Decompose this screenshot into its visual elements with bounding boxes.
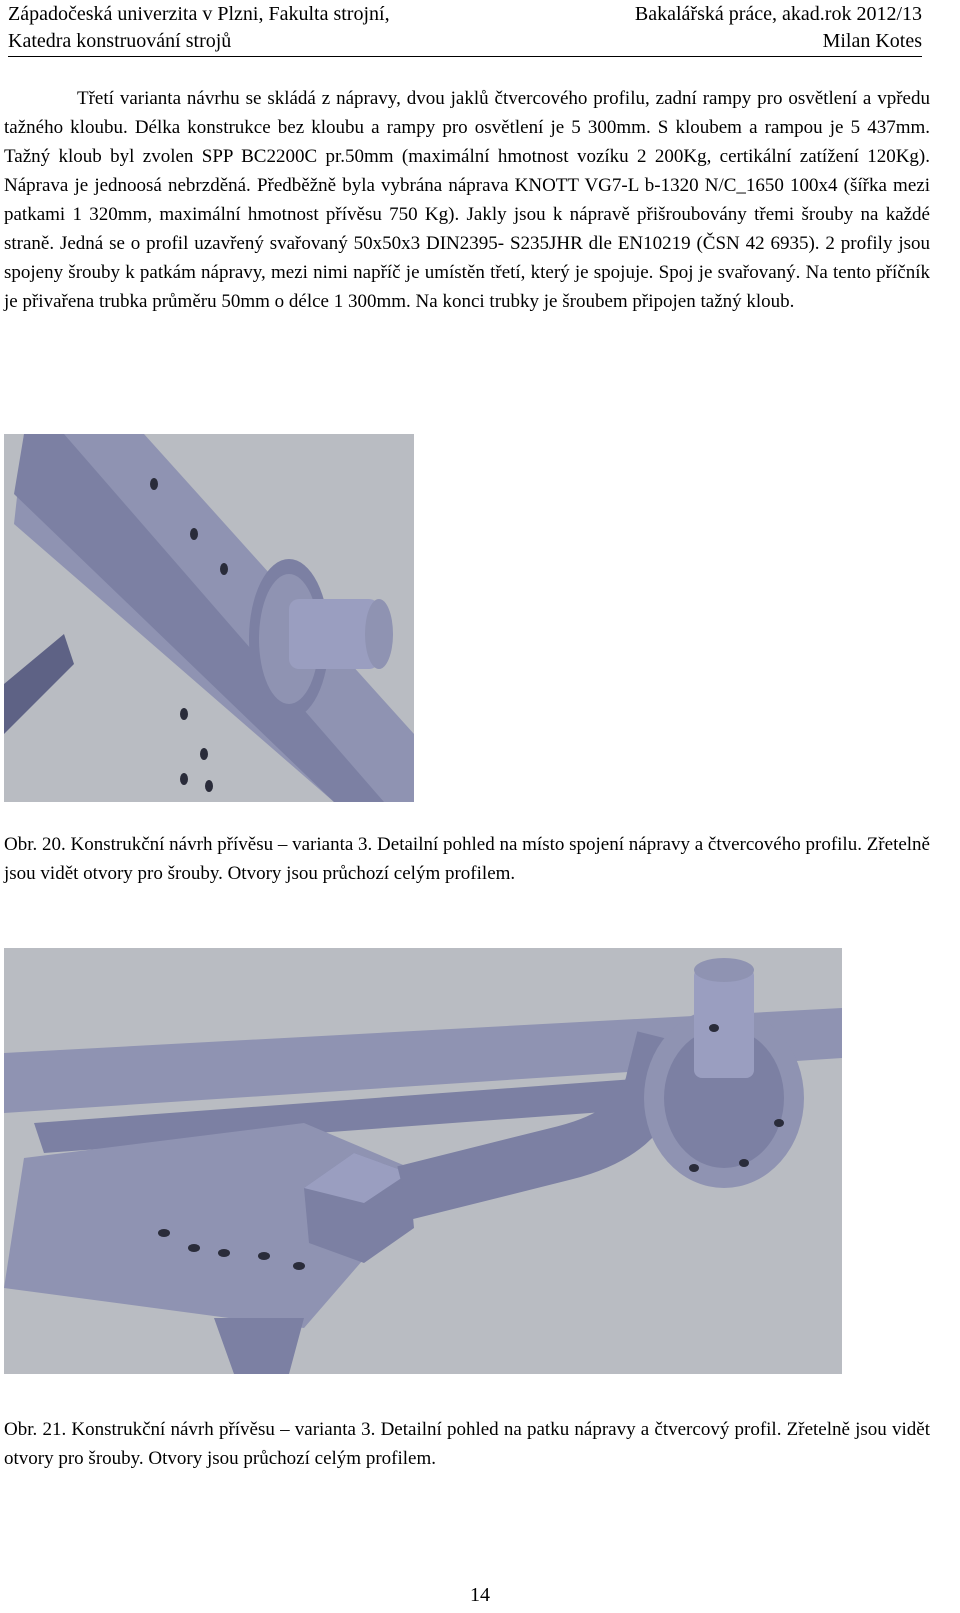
page-number: 14 <box>470 1584 490 1606</box>
figure-20-drawing <box>4 434 414 802</box>
lower-strut <box>214 1318 304 1374</box>
figure-20-cad-render <box>4 434 414 802</box>
diagonal-strut <box>4 634 74 734</box>
header-university: Západočeská univerzita v Plzni, Fakulta strojní, <box>8 3 390 25</box>
figure-20-caption: Obr. 20. Konstrukční návrh přívěsu – varianta 3. Detailní pohled na místo spojení nápravy a čtvercového profilu. Zřetelně jsou vidět otvory pro šrouby. Otvory jsou průchozí celým profilem. <box>4 834 930 884</box>
running-header-top <box>8 3 922 25</box>
header-author: Milan Kotes <box>822 30 922 52</box>
header-thesis: Bakalářská práce, akad.rok 2012/13 <box>634 3 922 25</box>
running-header-bottom <box>8 30 922 57</box>
figure-21-drawing <box>4 948 842 1374</box>
vertical-shaft <box>694 968 754 1078</box>
figure-21-cad-render <box>4 948 842 1374</box>
figure-21-caption: Obr. 21. Konstrukční návrh přívěsu – varianta 3. Detailní pohled na patku nápravy a čtvercový profil. Zřetelně jsou vidět otvory pro šrouby. Otvory jsou průchozí celým profilem. <box>4 1419 930 1469</box>
body-paragraph: Třetí varianta návrhu se skládá z nápravy, dvou jaklů čtvercového profilu, zadní rampy pro osvětlení a vpředu tažného kloubu. Délka konstrukce bez kloubu a rampy pro osvětlení je 5 300mm. S kloubem a rampou je 5 437mm. Tažný kloub byl zvolen SPP BC2200C pr.50mm (maximální hmotnost vozíku 2 200Kg, certikální zatížení 120Kg). Náprava je jednoosá nebrzděná. Předběžně byla vybrána náprava KNOTT VG7-L b-1320 N/C_1650 100x4 (šířka mezi patkami 1 320mm, maximální hmotnost přívěsu 750 Kg). Jakly jsou k nápravě přišroubovány třemi šrouby na každé straně. Jedná se o profil uzavřený svařovaný 50x50x3 DIN2395- S235JHR dle EN10219 (ČSN 42 6935). 2 profily jsou spojeny šrouby k patkám nápravy, mezi nimi napříč je umístěn třetí, který je spojuje. Spoj je svařovaný. Na tento příčník je přivařena trubka průměru 50mm o délce 1 300mm. Na konci trubky je šroubem připojen tažný kloub. <box>4 88 930 312</box>
header-department: Katedra konstruování strojů <box>8 30 232 52</box>
